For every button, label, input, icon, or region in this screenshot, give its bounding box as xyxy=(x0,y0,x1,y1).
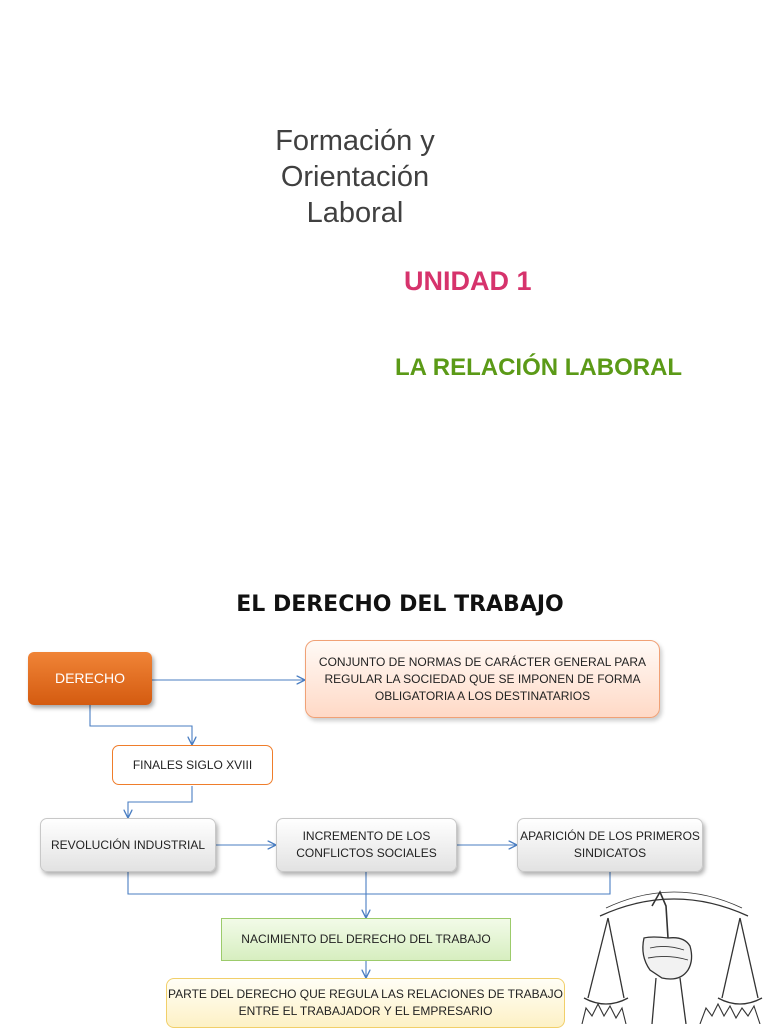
box-revolucion-industrial: REVOLUCIÓN INDUSTRIAL xyxy=(40,818,216,872)
box-aparicion-sindicatos: APARICIÓN DE LOS PRIMEROS SINDICATOS xyxy=(517,818,703,872)
arrow-finales-revolucion xyxy=(128,786,192,817)
unit-label: UNIDAD 1 xyxy=(404,266,532,296)
box-nacimiento-derecho: NACIMIENTO DEL DERECHO DEL TRABAJO xyxy=(221,918,511,961)
box-conjunto-normas: CONJUNTO DE NORMAS DE CARÁCTER GENERAL PARA REGULAR LA SOCIEDAD QUE SE IMPONEN DE FORMA OBLIGATORIA A LOS DESTINATARIOS xyxy=(305,640,660,718)
box-incremento-conflictos: INCREMENTO DE LOS CONFLICTOS SOCIALES xyxy=(276,818,457,872)
course-title-line-3: Laboral xyxy=(306,197,404,229)
unit-subtitle: LA RELACIÓN LABORAL xyxy=(395,354,683,381)
box-parte-derecho: PARTE DEL DERECHO QUE REGULA LAS RELACIONES DE TRABAJO ENTRE EL TRABAJADOR Y EL EMPRESARIO xyxy=(166,978,565,1028)
justice-scale-fist-icon xyxy=(580,886,768,1024)
slide-diagram xyxy=(0,530,768,1024)
box-finales-siglo: FINALES SIGLO XVIII xyxy=(112,745,273,785)
course-title-line-2: Orientación xyxy=(280,161,430,193)
arrow-derecho-finales xyxy=(90,705,192,744)
diagram-title: EL DERECHO DEL TRABAJO xyxy=(236,592,564,617)
box-derecho: DERECHO xyxy=(28,652,152,705)
course-title-line-1: Formación y xyxy=(275,125,435,157)
connector-merge xyxy=(128,872,610,894)
